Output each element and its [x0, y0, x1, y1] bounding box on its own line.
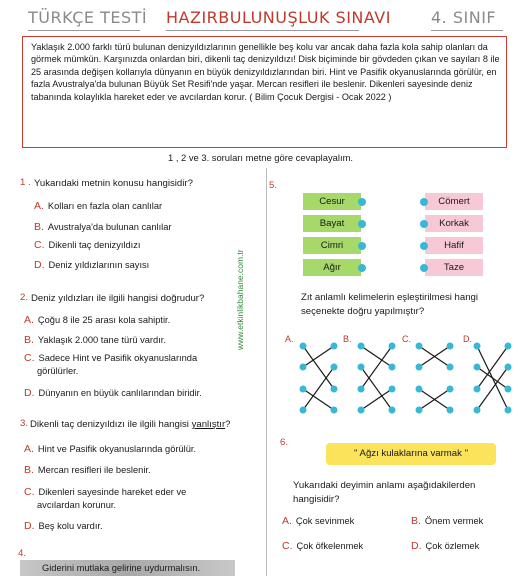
q6-idiom-box: " Ağzı kulaklarına varmak "	[326, 443, 496, 465]
site-watermark: www.etkinlikbahane.com.tr	[235, 249, 245, 350]
q5-question: Zıt anlamlı kelimelerin eşleştirilmesi hangi seçenekte doğru yapılmıştır?	[301, 292, 479, 317]
q5-right-dot-4	[420, 264, 428, 272]
q5-choice-c-label[interactable]: C.	[402, 334, 411, 344]
q2-option-b[interactable]: B. Yaklaşık 2.000 tane türü vardır.	[24, 334, 166, 346]
header-underline-right	[431, 30, 503, 31]
q5-left-word-4: Ağır	[303, 259, 361, 276]
q6-question: Yukarıdaki deyimin anlamı aşağıdakilerden hangisidir?	[293, 480, 476, 505]
reading-passage: Yaklaşık 2.000 farklı türü bulunan denizyıldızlarının genellikle beş kolu var ancak daha fazla kola sahip olanları da görmek mümkün. Karşınızda onlardan biri, dikenli taç denizyıldızı! Disk biçiminde bir gövdeden çıkan ve sayıları 8 ile 25 arasında değişen kollarıyla dünyanın en büyük denizyıldızlarından biri. Hint ve Pasifik okyanuslarında görülür, en fazla Avustralya'da bulunan Büyük Set Resifi'nde yaşar. Mercan resifleri ile beslenir. Dikenleri sayesinde deniz tabanında kolaylıkla hareket eder ve avcılardan korur. ( Bilim Çocuk Dergisi - Ocak 2022 )	[22, 36, 507, 148]
q5-left-word-1: Cesur	[303, 193, 361, 210]
q6-option-c[interactable]: C. Çok öfkelenmek	[282, 540, 364, 552]
header-underline-left	[28, 30, 140, 31]
q2-number: 2.	[20, 292, 29, 303]
q3-option-a[interactable]: A. Hint ve Pasifik okyanuslarında görülür.	[24, 443, 197, 455]
q5-left-dot-4	[358, 264, 366, 272]
q5-right-dot-1	[420, 198, 428, 206]
q4-sentence: Giderini mutlaka gelirine uydurmalısın.	[42, 563, 201, 573]
q5-right-word-4: Taze	[425, 259, 483, 276]
q2-option-a[interactable]: A. Çoğu 8 ile 25 arası kola sahiptir.	[24, 314, 171, 326]
q5-left-dot-3	[358, 242, 366, 250]
q5-choice-a-diagram[interactable]	[298, 338, 342, 418]
q6-option-d[interactable]: D. Çok özlemek	[411, 540, 480, 552]
q1-option-d[interactable]: D. Deniz yıldızlarının sayısı	[34, 259, 150, 271]
q1-option-a[interactable]: A. Kolları en fazla olan canlılar	[34, 200, 163, 212]
q5-right-word-1: Cömert	[425, 193, 483, 210]
q5-left-word-2: Bayat	[303, 215, 361, 232]
q5-right-dot-2	[420, 220, 428, 228]
q6-option-b[interactable]: B. Önem vermek	[411, 515, 484, 527]
column-divider	[266, 168, 267, 576]
q5-right-word-3: Hafif	[425, 237, 483, 254]
q5-choice-d-label[interactable]: D.	[463, 334, 472, 344]
q1-option-b[interactable]: B. Avustralya'da bulunan canlılar	[34, 221, 172, 233]
q1-question: Yukarıdaki metnin konusu hangisidir?	[34, 178, 193, 189]
q5-choice-b-diagram[interactable]	[356, 338, 400, 418]
q5-choice-a-label[interactable]: A.	[285, 334, 294, 344]
q5-left-dot-1	[358, 198, 366, 206]
q2-option-c[interactable]: C. Sadece Hint ve Pasifik okyanuslarında görülürler.	[24, 352, 198, 376]
grade-label: 4. SINIF	[431, 8, 497, 27]
header-underline-center	[166, 30, 359, 31]
q4-number: 4.	[18, 548, 27, 559]
test-title: TÜRKÇE TESTİ	[28, 8, 148, 27]
q5-choice-c-diagram[interactable]	[414, 338, 458, 418]
q3-option-b[interactable]: B. Mercan resifleri ile beslenir.	[24, 464, 151, 476]
q3-option-c[interactable]: C. Dikenleri sayesinde hareket eder ve avcılardan korunur.	[24, 486, 187, 510]
q5-right-word-2: Korkak	[425, 215, 483, 232]
exam-title: HAZIRBULUNUŞLUK SINAVI	[166, 8, 391, 27]
q6-number: 6.	[280, 437, 289, 448]
q2-option-d[interactable]: D. Dünyanın en büyük canlılarından biridir.	[24, 387, 202, 399]
instruction-note: 1 , 2 ve 3. soruları metne göre cevaplayalım.	[168, 152, 353, 163]
q1-option-c[interactable]: C. Dikenli taç denizyıldızı	[34, 239, 141, 251]
q6-option-a[interactable]: A. Çok sevinmek	[282, 515, 355, 527]
q2-question: Deniz yıldızları ile ilgili hangisi doğrudur?	[31, 293, 205, 304]
q5-choice-d-diagram[interactable]	[472, 338, 516, 418]
q5-number: 5.	[269, 180, 278, 191]
q3-option-d[interactable]: D. Beş kolu vardır.	[24, 520, 103, 532]
q5-right-dot-3	[420, 242, 428, 250]
q3-question: Dikenli taç denizyıldızı ile ilgili hangisi yanlıştır?	[30, 419, 231, 430]
q5-left-word-3: Cimri	[303, 237, 361, 254]
q5-choice-b-label[interactable]: B.	[343, 334, 352, 344]
q3-number: 3.	[20, 418, 29, 429]
q5-left-dot-2	[358, 220, 366, 228]
q1-number: 1 .	[20, 177, 31, 188]
